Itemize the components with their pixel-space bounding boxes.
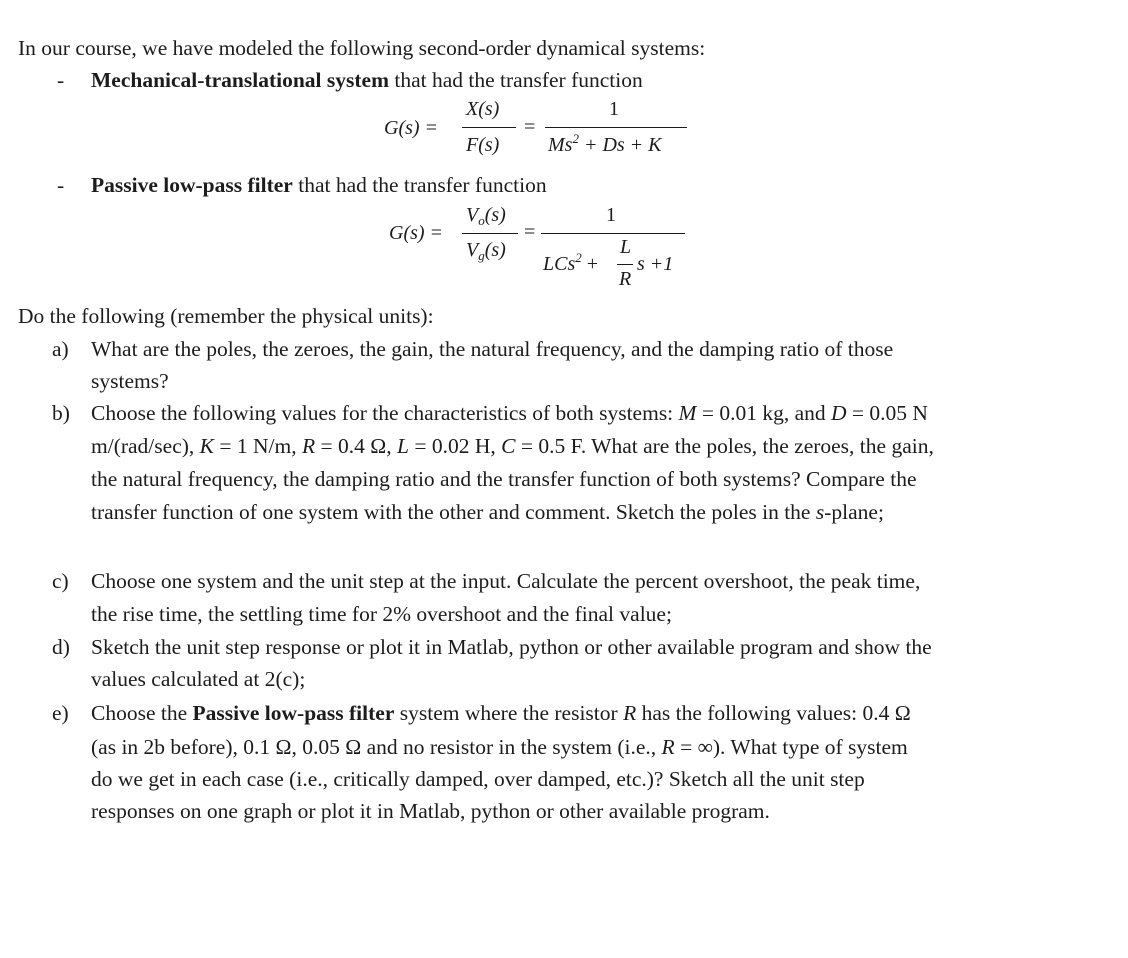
sys1-den2-exp: 2 [572,131,579,146]
item-d-line-1: Sketch the unit step response or plot it in Matlab, python or other available program and show the [91,635,932,659]
sys1-num: X(s) [466,98,500,120]
item-e-line-1 [91,699,911,727]
bullet-dash-1: - [57,68,65,92]
sys2-frac-bar-2 [541,233,685,234]
sys2-frac-bar-1 [462,233,518,234]
sys1-heading [91,66,643,94]
b1-end: = 0.05 N [846,401,928,425]
sys2-small-frac-bar [617,264,633,265]
e1-end: has the following values: 0.4 Ω [636,701,911,725]
b2-R: R [301,434,316,458]
item-b-line-2 [91,432,934,460]
b2-d: = 0.5 F. What are the poles, the zeroes, the gain, [515,434,934,458]
sys1-num2: 1 [609,98,619,120]
b2-C: C [501,434,516,458]
e1-bold: Passive low-pass filter [192,701,395,725]
intro-text: In our course, we have modeled the following second-order dynamical systems: [18,36,706,60]
item-b-label: b) [52,401,70,425]
b2-c: = 0.02 H, [408,434,502,458]
sys1-lhs: G(s) = [384,117,439,139]
item-c-label: c) [52,569,69,593]
sys2-frac-den: R [619,268,632,290]
sys2-heading [91,171,547,199]
sys2-den2-main [543,250,599,276]
b1-D: D [831,401,847,425]
sys2-eq-sign: = [524,221,536,243]
b2-L: L [396,434,409,458]
sys2-den-s: (s) [484,239,506,261]
sys2-num [466,204,506,227]
item-c-line-1: Choose one system and the unit step at the input. Calculate the percent overshoot, the peak time, [91,569,921,593]
bullet-dash-2: - [57,173,65,197]
item-b-line-1 [91,399,928,427]
b1-M: M [678,401,697,425]
sys2-den2-plus: + [581,253,599,275]
b1-mid: = 0.01 kg, and [696,401,832,425]
item-e-label: e) [52,701,69,725]
b2-K: K [199,434,214,458]
item-b-line-4 [91,498,884,526]
item-a-line-2: systems? [91,369,169,393]
sys1-frac-bar-1 [462,127,516,128]
sys2-den-sub: g [478,248,485,263]
b1-pre: Choose the following values for the characteristics of both systems: [91,401,679,425]
b4-s: s [815,500,825,524]
sys1-den: F(s) [466,134,500,156]
sys2-num-s: (s) [484,204,506,226]
e1-pre: Choose the [91,701,193,725]
sys1-den2-a: Ms [548,134,573,156]
sys1-rest: that had the transfer function [388,68,643,92]
sys1-den2-b: + Ds + K [578,134,662,156]
sys1-den2 [548,131,662,157]
sys2-lhs: G(s) = [389,222,444,244]
e2-end: = ∞). What type of system [674,735,908,759]
item-a-line-1: What are the poles, the zeroes, the gain, the natural frequency, and the damping ratio of those [91,337,894,361]
sys2-den-v: V [466,239,479,261]
sys2-frac-num: L [620,236,632,258]
e2-R: R [661,735,675,759]
sys2-den [466,239,506,262]
sys2-num-sub: o [478,213,485,228]
sys1-name: Mechanical-translational system [91,68,389,92]
item-e-line-4: responses on one graph or plot it in Matlab, python or other available program. [91,799,770,823]
item-d-line-2: values calculated at 2(c); [91,667,306,691]
item-c-line-2: the rise time, the settling time for 2% overshoot and the final value; [91,602,672,626]
item-e-line-2 [91,733,908,761]
b4-pre: transfer function of one system with the other and comment. Sketch the poles in the [91,500,816,524]
sys2-num2: 1 [606,204,616,226]
item-b-line-3: the natural frequency, the damping ratio and the transfer function of both systems? Compare the [91,467,917,491]
e1-mid: system where the resistor [394,701,624,725]
b2-pre: m/(rad/sec), [91,434,200,458]
item-d-label: d) [52,635,70,659]
b4-end: -plane; [824,500,884,524]
sys2-den2-b: s +1 [637,253,674,275]
sys2-den2-exp: 2 [575,250,582,265]
task-intro: Do the following (remember the physical units): [18,304,434,328]
sys2-name: Passive low-pass filter [91,173,293,197]
sys2-num-v: V [466,204,479,226]
b2-b: = 0.4 Ω, [315,434,397,458]
e2-pre: (as in 2b before), 0.1 Ω, 0.05 Ω and no resistor in the system (i.e., [91,735,662,759]
item-a-label: a) [52,337,69,361]
sys1-eq-sign: = [524,116,536,138]
e1-R: R [623,701,637,725]
b2-a: = 1 N/m, [214,434,302,458]
sys1-frac-bar-2 [545,127,687,128]
sys2-den2-a: LCs [543,253,576,275]
sys2-rest: that had the transfer function [292,173,547,197]
item-e-line-3: do we get in each case (i.e., critically damped, over damped, etc.)? Sketch all the unit step [91,767,865,791]
